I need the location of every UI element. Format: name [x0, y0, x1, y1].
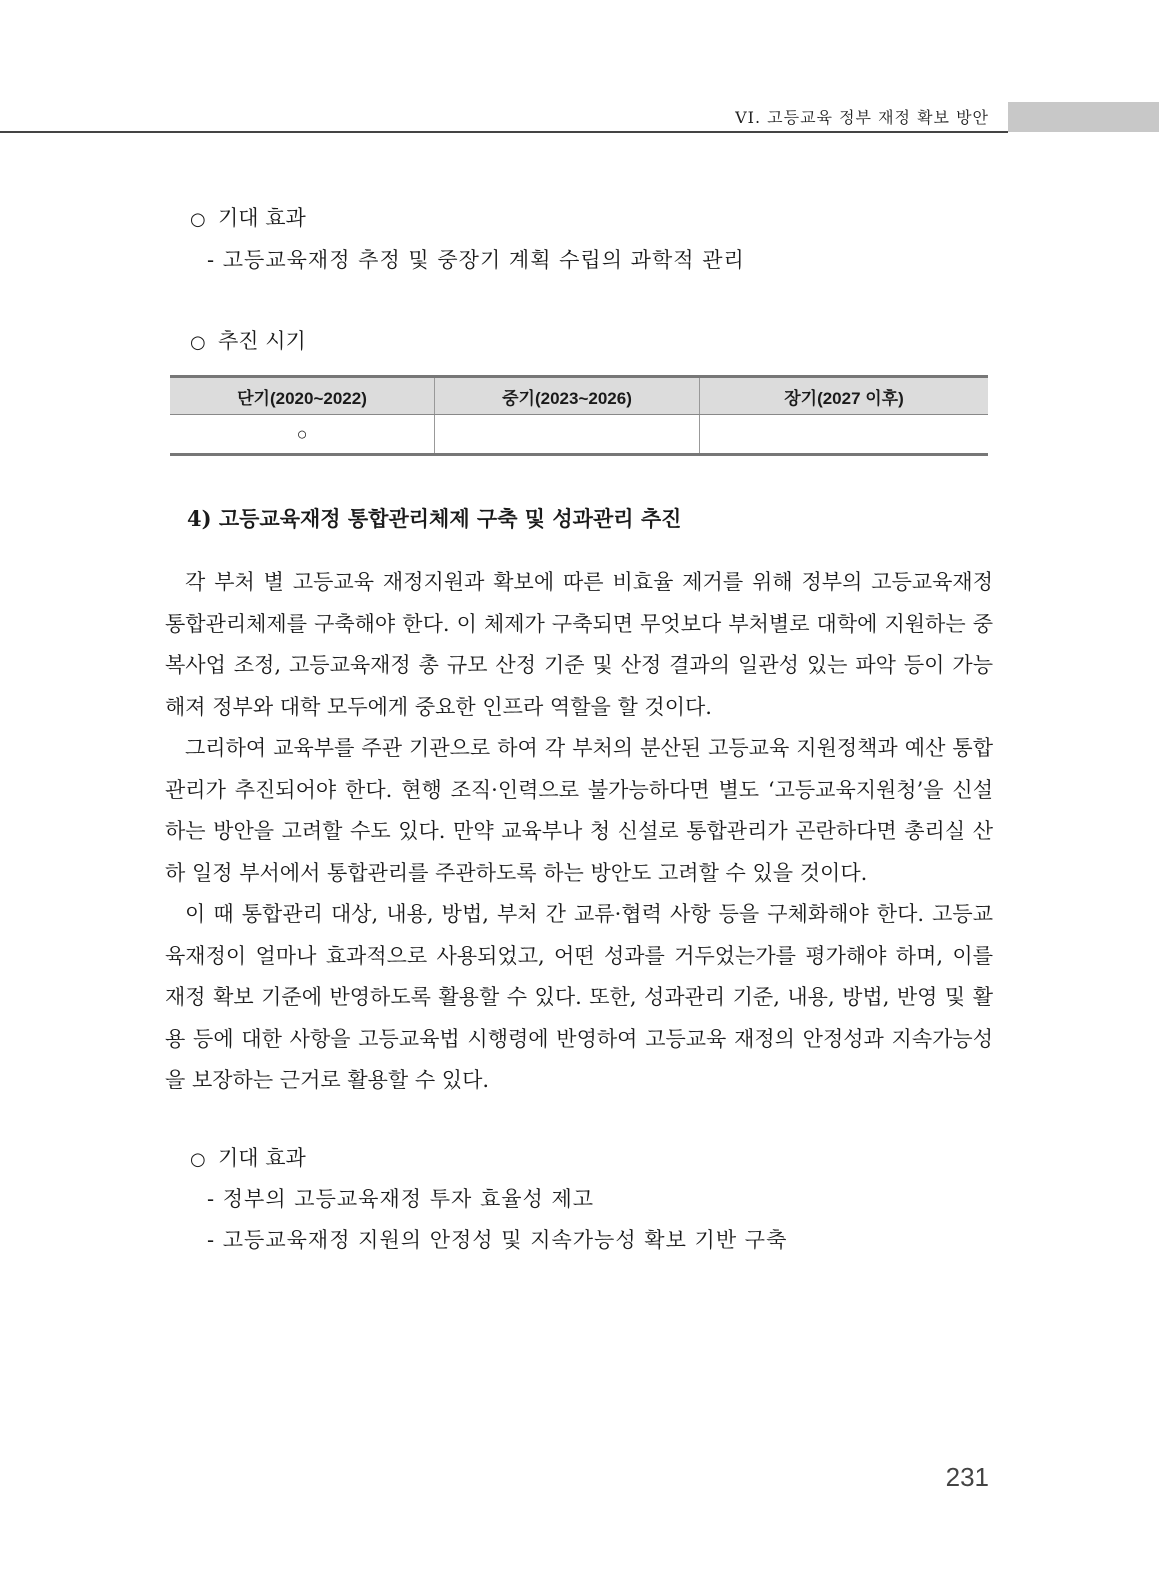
header-rule [0, 131, 1008, 133]
body-paragraph: 각 부처 별 고등교육 재정지원과 확보에 따른 비효율 제거를 위해 정부의 고등교육재정 통합관리체제를 구축해야 한다. 이 체제가 구축되면 무엇보다 부처별로 대학에 지원하는 중복사업 조정, 고등교육재정 총 규모 산정 기준 및 산정 결과의 일관성 있는 파악 등이 가능해져 정부와 대학 모두에게 중요한 인프라 역할을 할 것이다. [165, 570, 993, 719]
running-header-title: VI. 고등교육 정부 재정 확보 방안 [735, 108, 989, 127]
effects-item: - 고등교육재정 추정 및 중장기 계획 수립의 과학적 관리 [207, 248, 745, 272]
effects-heading [190, 1143, 306, 1175]
page-number: 231 [945, 1462, 989, 1492]
column-header-long-term: 장기(2027 이후) [700, 377, 989, 415]
circle-bullet-icon: ○ [190, 332, 206, 353]
column-header-short-term: 단기(2020~2022) [170, 377, 435, 415]
body-paragraph: 그리하여 교육부를 주관 기관으로 하여 각 부처의 분산된 고등교육 지원정책과 예산 통합관리가 추진되어야 한다. 현행 조직·인력으로 불가능하다면 별도 ‘고등교육지원청’을 신설하는 방안을 고려할 수도 있다. 만약 교육부나 청 신설로 통합관리가 곤란하다면 총리실 산하 일정 부서에서 통합관리를 주관하도록 하는 방안도 고려할 수 있을 것이다. [165, 736, 993, 885]
effects-heading-label: 기대 효과 [218, 206, 306, 230]
body-paragraph: 이 때 통합관리 대상, 내용, 방법, 부처 간 교류·협력 사항 등을 구체화해야 한다. 고등교육재정이 얼마나 효과적으로 사용되었고, 어떤 성과를 거두었는가를 평가해야 하며, 이를 재정 확보 기준에 반영하도록 활용할 수 있다. 또한, 성과관리 기준, 내용, 방법, 반영 및 활용 등에 대한 사항을 고등교육법 시행령에 반영하여 고등교육 재정의 안정성과 지속가능성을 보장하는 근거로 활용할 수 있다. [165, 902, 993, 1092]
short-term-cell: ○ [170, 415, 435, 455]
table-header-row [170, 377, 988, 415]
circle-bullet-icon: ○ [190, 1149, 206, 1170]
effects-item: - 고등교육재정 지원의 안정성 및 지속가능성 확보 기반 구축 [207, 1228, 788, 1252]
table-row [170, 415, 988, 455]
timeline-table [170, 375, 988, 456]
section-body [165, 562, 993, 1102]
header-tab-block [1008, 102, 1159, 132]
effects-heading-label: 기대 효과 [218, 1146, 306, 1170]
mid-term-cell [435, 415, 700, 455]
timeline-heading-label: 추진 시기 [218, 329, 306, 353]
section-heading: 4) 고등교육재정 통합관리체제 구축 및 성과관리 추진 [187, 506, 682, 531]
circle-bullet-icon: ○ [190, 209, 206, 230]
timeline-heading [190, 326, 306, 358]
long-term-cell [700, 415, 989, 455]
effects-heading [190, 203, 306, 235]
column-header-mid-term: 중기(2023~2026) [435, 377, 700, 415]
effects-item: - 정부의 고등교육재정 투자 효율성 제고 [207, 1187, 595, 1211]
